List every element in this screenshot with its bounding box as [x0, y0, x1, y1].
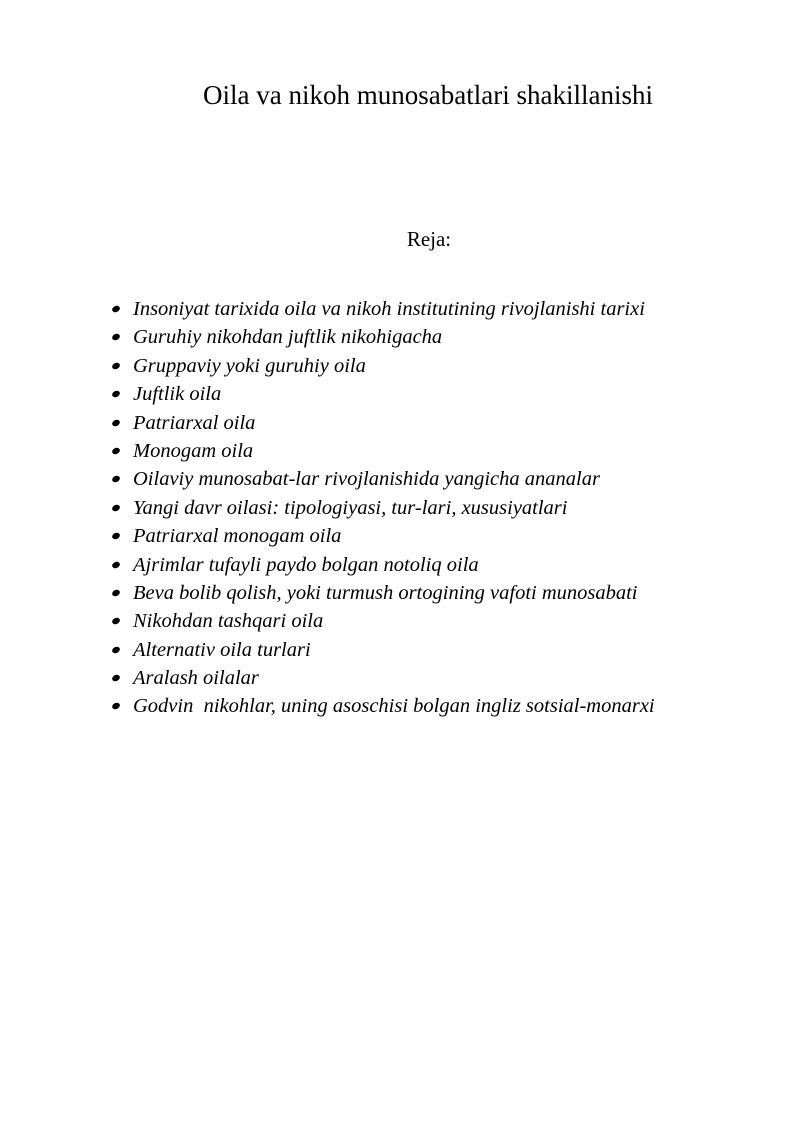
- bullet-icon: [111, 361, 121, 370]
- list-item-text: Juftlik oila: [133, 383, 222, 406]
- bullet-icon: [111, 617, 121, 626]
- bullet-icon: [111, 305, 121, 314]
- list-item-text: Gruppaviy yoki guruhiy oila: [133, 354, 366, 377]
- bullet-icon: [111, 702, 121, 711]
- list-item-text: Yangi davr oilasi: tipologiyasi, tur-lari, xususiyatlari: [133, 496, 568, 519]
- list-item-text: Ajrimlar tufayli paydo bolgan notoliq oila: [133, 553, 479, 576]
- list-item-text: Beva bolib qolish, yoki turmush ortogining vafoti munosabati: [133, 581, 638, 604]
- plan-heading: Reja:: [406, 227, 452, 251]
- bullet-icon: [111, 333, 121, 342]
- list-item-text: Patriarxal monogam oila: [133, 525, 342, 548]
- page-title: Oila va nikoh munosabatlari shakillanishi: [203, 80, 653, 110]
- bullet-icon: [111, 532, 121, 541]
- bullet-icon: [111, 588, 121, 597]
- list-item-text: Patriarxal oila: [133, 411, 256, 434]
- bullet-icon: [111, 390, 121, 399]
- list-item-text: Guruhiy nikohdan juftlik nikohigacha: [133, 326, 443, 349]
- list-item-text: Aralash oilalar: [133, 667, 259, 690]
- bullet-icon: [111, 645, 121, 654]
- bullet-icon: [111, 560, 121, 569]
- list-item-text: Nikohdan tashqari oila: [133, 610, 324, 633]
- bullet-icon: [111, 418, 121, 427]
- bullet-icon: [111, 503, 121, 512]
- list-item-text: Monogam oila: [133, 439, 254, 462]
- bullet-icon: [111, 674, 121, 683]
- list-item-text: Oilaviy munosabat-lar rivojlanishida yangicha ananalar: [133, 468, 600, 491]
- list-item-text: Insoniyat tarixida oila va nikoh institutining rivojlanishi tarixi: [133, 298, 645, 320]
- bullet-icon: [111, 447, 121, 456]
- list-item-text: Godvin nikohlar, uning asoschisi bolgan ingliz sotsial-monarxi: [133, 695, 655, 718]
- bullet-icon: [111, 475, 121, 484]
- list-item-text: Alternativ oila turlari: [133, 638, 311, 661]
